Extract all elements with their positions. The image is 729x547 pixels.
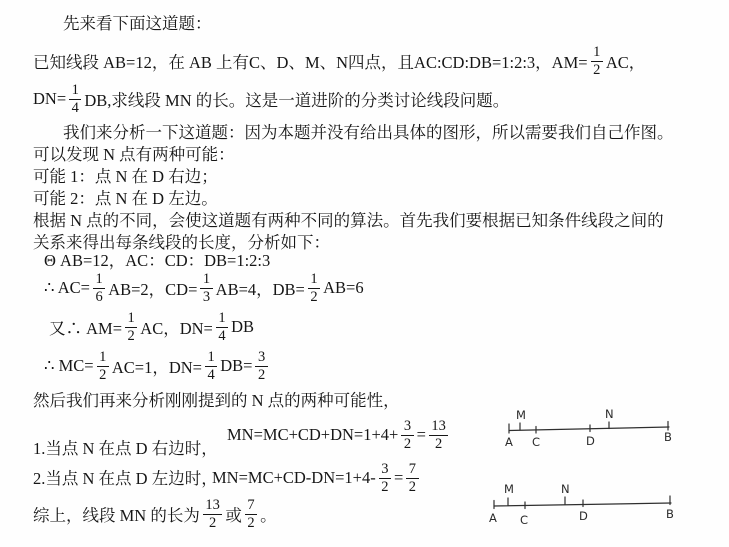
fraction-one-quarter: $\frac{1}{4}$ [69,82,81,115]
equation-3 [44,345,271,387]
conclusion-line [33,491,277,537]
label-m: M [516,408,526,422]
analysis-paragraph-2: 可以发现 N 点有两种可能： [33,145,235,164]
fraction-thirteen-halves: $\frac{13}{2}$ [203,497,223,530]
conclusion-text: 或 [225,506,242,525]
label-a: A [489,511,497,525]
eq-text: 又∴ AM= [49,319,123,338]
eq-text: = [393,468,404,487]
fraction-thirteen-halves: $\frac{13}{2}$ [429,418,449,451]
possibility-1: 可能 1：点 N 在 D 右边； [33,167,218,186]
fraction-seven-halves: $\frac{7}{2}$ [406,461,418,494]
eq-text: DB= [220,356,253,375]
case2-label: 2.当点 N 在点 D 左边时， [33,469,218,488]
analysis-paragraph-1: 我们来分析一下这道题：因为本题并没有给出具体的图形，所以需要我们自己作图。 [63,123,674,142]
given-condition: Θ AB=12，AC：CD：DB=1:2:3 [44,251,271,270]
label-d: D [579,509,588,523]
eq-text: AC=1，DN= [111,358,202,377]
label-m: M [504,482,514,496]
label-c: C [532,435,541,449]
eq-text: AC，DN= [140,319,213,338]
case1-label: 1.当点 N 在点 D 右边时， [33,439,218,458]
label-a: A [505,435,513,449]
problem-text: 已知线段 AB=12，在 AB 上有C、D、M、N四点，且AC:CD:DB=1:2:3，AM= [33,53,588,72]
segment-diagram-n-left-of-d [486,481,681,529]
fraction-seven-halves: $\frac{7}{2}$ [245,497,257,530]
fraction-one-sixth: $\frac{1}{6}$ [93,271,105,304]
eq-text: MN=MC+CD-DN=1+4- [212,468,376,487]
eq-text: ∴ AC= [44,278,90,297]
fraction-three-halves: $\frac{3}{2}$ [255,349,267,382]
possibility-2: 可能 2：点 N 在 D 左边。 [33,189,218,208]
fraction-three-halves: $\frac{3}{2}$ [379,461,391,494]
eq-text: ∴ MC= [44,356,94,375]
conclusion-text: 综上，线段 MN 的长为 [33,506,200,525]
fraction-one-third: $\frac{1}{3}$ [200,271,212,304]
problem-text: DB,求线段 MN 的长。这是一道进阶的分类讨论线段问题。 [84,91,510,110]
transition-paragraph: 然后我们再来分析刚刚提到的 N 点的两种可能性， [33,391,400,410]
label-b: B [666,507,674,521]
label-n: N [605,407,614,421]
segment-diagram-n-right-of-d [502,406,682,451]
problem-text: AC， [605,53,646,72]
equation-1 [44,267,364,309]
eq-text: DB [231,317,255,336]
case1-equation [227,412,451,458]
analysis-paragraph-4: 关系来得出每条线段的长度，分析如下： [33,233,330,252]
fraction-one-half: $\frac{1}{2}$ [591,44,603,77]
fraction-one-half: $\frac{1}{2}$ [97,349,109,382]
problem-line-2 [33,78,509,120]
label-d: D [586,434,595,448]
label-n: N [561,482,570,496]
eq-text: AB=2，CD= [108,280,198,299]
fraction-one-quarter: $\frac{1}{4}$ [205,349,217,382]
segment-line [509,427,669,431]
eq-text: AB=4，DB= [215,280,305,299]
eq-text: = [416,425,426,444]
analysis-paragraph-3: 根据 N 点的不同，会使这道题有两种不同的算法。首先我们要根据已知条件线段之间的 [33,211,664,230]
equation-2 [49,306,254,348]
eq-text: MN=MC+CD+DN=1+4+ [227,425,399,444]
fraction-one-half: $\frac{1}{2}$ [125,310,137,343]
intro-line: 先来看下面这道题： [63,14,212,33]
fraction-one-half: $\frac{1}{2}$ [308,271,320,304]
label-c: C [520,513,529,527]
eq-text: AB=6 [323,278,364,297]
conclusion-text: 。 [260,506,277,525]
fraction-three-halves: $\frac{3}{2}$ [401,418,413,451]
label-b: B [664,430,672,444]
fraction-one-quarter: $\frac{1}{4}$ [216,310,228,343]
problem-text: DN= [33,89,67,108]
